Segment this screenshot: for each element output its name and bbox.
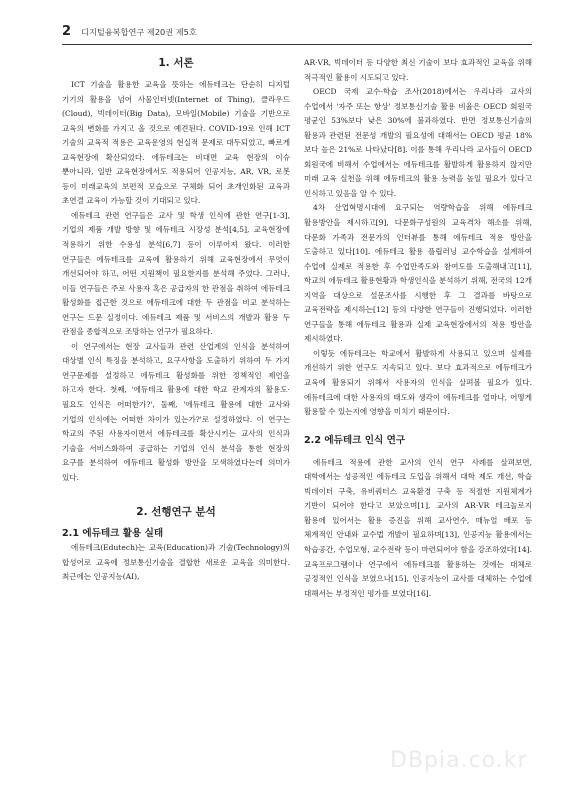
spacer [304,448,532,456]
paragraph: ICT 기술을 활용한 교육을 뜻하는 에듀테크는 단순히 디지털 기기의 활용을 넘어 사물인터넷(Internet of Thing), 클라우드(Cloud), 빅데이터(Big Data), 모바일(Mobile) 기술을 기반으로 교육의 변화를 가지고 올 것으로 예견된다. COVID-19로 인해 ICT 기술의 교육적 적용은 교육운영의 현실적 문제로 대두되었고, 빠르게 교육현장에 확산되었다. 에듀테크는 비대면 교육 현장의 이슈 뿐아니라, 일반 교육현장에서도 적용되어 인공지능, AR, VR, 로봇 등이 미래교육의 보편적 모습으로 구체화 되어 초개인화된 교육과 초연결 교육이 가능할 것이 기대되고 있다. [62,80,290,206]
paragraph: AR·VR, 빅데이터 등 다양한 최신 기술이 보다 효과적인 교육을 위해 적극적인 활용이 시도되고 있다. [304,58,532,82]
watermark: DBpia.co.kr [390,748,528,773]
left-column [62,56,290,585]
subsection-2-1-title: 2.1 에듀테크 활용 실태 [62,528,164,540]
subsection-2-2-title: 2.2 에듀테크 인식 연구 [304,434,406,446]
paragraph: 에듀테크 관련 연구들은 교사 및 학생 인식에 관한 연구[1-3], 기업의 제품 개발 방향 및 에듀테크 시장성 분석[4,5], 교육현장에 적용하기 위한 수용성 분석[6,7] 등이 이루어져 왔다. 이러한 연구들은 에듀테크를 교육에 활용하기 위해 교육현장에서 무엇이 개선되어야 하고, 어떤 지원책이 필요한지를 분석해 주었다. 그러나, 이들 연구들은 주로 사용자 혹은 공급자의 한 관점을 취하여 에듀테크 활성화를 접근한 것으로 에듀테크에 대한 두 관점을 비교 분석하는 연구는 드문 실정이다. 에듀테크 제품 및 서비스의 개발과 활용 두 관점을 종합적으로 조망하는 연구가 필요하다. [62,210,290,337]
paragraph: 에듀테크 적용에 관한 교사의 인식 연구 사례를 살펴보면, 대학에서는 성공적인 에듀테크 도입을 위해서 대학 제도 개선, 학습 빅데이터 구축, 유비쿼터스 교육환경 구축 등 적절한 지원체계가 기반이 되어야 한다고 보았으며[1], 교사의 AR·VR 테크놀로지 활용에 있어서는 활용 증진을 위해 교사연수, 매뉴얼 배포 등 체계적인 안내와 교수법 개발이 필요하며[13], 인공지능 활용에서는 학습공간, 수업모형, 교수전략 등이 마련되어야 함을 강조하였다[14]. 교육프로그램이나 연구에서 에듀테크를 활용하는 것에는 대체로 긍정적인 인식을 보였으나[15], 인공지능이 교사를 대체하는 수업에 대해서는 부정적인 평가를 보였다[16]. [304,457,532,598]
paragraph: 이렇듯 에듀테크는 학교에서 활발하게 사용되고 있으며 실제를 개선하기 위한 연구도 지속되고 있다. 보다 효과적으로 에듀테크가 교육에 활용되기 위해서 사용자의 인식을 살펴볼 필요가 있다. 에듀테크에 대한 사용자의 태도와 생각이 에듀테크를 얼마나, 어떻게 활용할 수 있는지에 영향을 미치기 때문이다. [304,348,532,417]
page-number: 2 [62,24,72,39]
section-2-title: 2. 선행연구 분석 [136,506,216,519]
spacer [62,70,290,78]
paragraph: OECD 국제 교수-학습 조사(2018)에서는 우리나라 교사의 수업에서 '자주 또는 항상' 정보통신기술 활용 비율은 OECD 회원국 평균인 53%보다 낮은 30%에 불과하였다. 반면 정보통신기술의 활용과 관련된 전문성 개발의 필요성에 대해서는 OECD 평균 18%보다 높은 21%로 나타났다[8]. 이를 통해 우리나라 교사들이 OECD 회원국에 비해서 수업에서는 에듀테크를 활발하게 활용하지 않지만 미래 교육 실천을 위해 에듀테크의 활용 능력을 높일 필요가 있다고 인식하고 있음을 알 수 있다. [304,87,532,198]
spacer [304,420,532,434]
section-1-title: 1. 서론 [158,57,194,69]
running-header [62,24,532,45]
right-column [304,56,532,601]
paragraph: 이 연구에서는 현장 교사들과 관련 산업계의 인식을 분석하여 대상별 인식 특징을 분석하고, 요구사항을 도출하기 위하여 두 가지 연구문제를 설정하고 에듀테크 활성화를 위한 정책적인 제언을 하고자 한다. 첫째, '에듀테크 활용에 대한 학교 관계자의 활용도· 필요도 인식은 어떠한가?', 둘째, '에듀테크 활용에 대한 교사와 기업의 인식에는 어떠한 차이가 있는가?'로 설정하였다. 이 연구는 학교의 주된 사용자이면서 에듀테크를 확산시키는 교사의 인식과 기술을 서비스화하여 공급하는 기업의 인식 분석을 통한 현장의 요구를 분석하여 에듀테크 활성화 방안을 모색하였다는데 의미가 있다. [62,341,290,482]
paragraph: 에듀테크(Edutech)는 교육(Education)과 기술(Technology)의 합성어로 교육에 정보통신기술을 결합한 새로운 교육을 의미한다. 최근에는 인공지능(AI), [62,543,290,582]
journal-title: 디지털융복합연구 제20권 제5호 [81,27,197,37]
paragraph: 4차 산업혁명시대에 요구되는 역량학습을 위해 에듀테크 활용방안을 제시하고[9], 다문화구성원의 교육격차 해소를 위해, 다문화 가족과 전문가의 인터뷰를 통해 에듀테크 적용 방안을 도출하고 있다[10]. 에듀테크 활용 플립러닝 교수학습을 설계하여 수업에 실제로 적용한 후 수업만족도와 참여도를 도출해내고[11], 학교의 에듀테크 활용현황과 학생인식을 분석하기 위해, 전국의 12개 지역을 대상으로 설문조사를 시행한 후 그 결과를 바탕으로 교육전략을 제시하는[12] 등의 다양한 연구들이 진행되었다. 이러한 연구들을 통해 에듀테크 활용과 실제 교육현장에서의 적용 방안을 제시하였다. [304,203,532,344]
spacer [62,485,290,505]
spacer [62,519,290,527]
